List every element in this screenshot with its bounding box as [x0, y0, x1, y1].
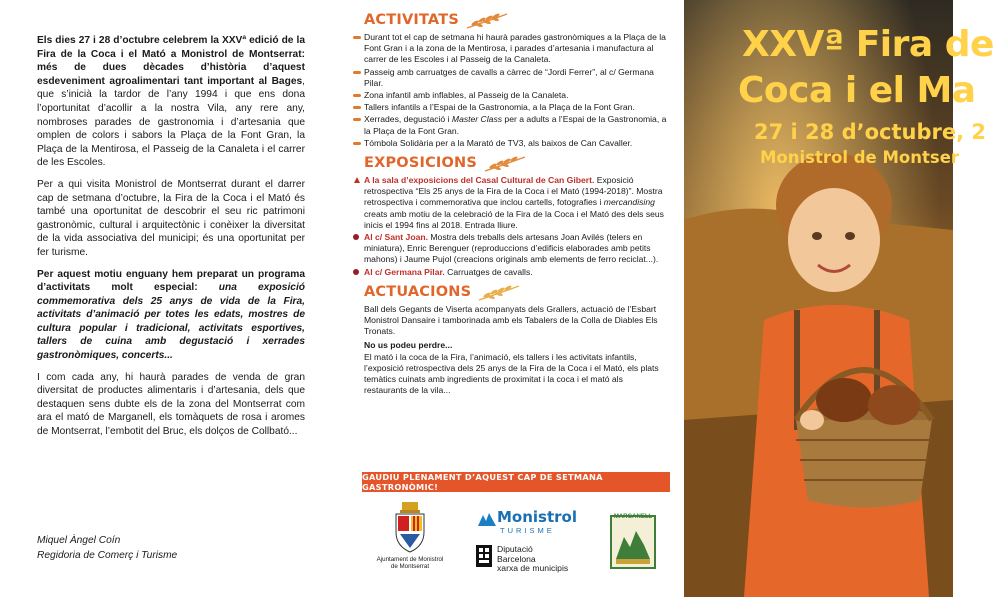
list-item: Tallers infantils a l’Espai de la Gastronomia, a la Plaça de la Font Gran.	[348, 102, 668, 113]
ajuntament-name-2: de Montserrat	[390, 563, 430, 570]
dot-bullet-icon	[353, 269, 359, 275]
wheat-sprig-icon	[477, 284, 521, 302]
cover-title-block	[684, 0, 994, 200]
list-item: Tómbola Solidària per a la Marató de TV3, als baixos de Can Cavaller.	[348, 138, 668, 149]
nopodeu-text: El mató i la coca de la Fira, l’animació, els tallers i les activitats infantils, l’exposició retrospectiva dels 25 anys de la Fira de la Coca i el Mató, els plats temàtics cuinats amb ingredients de proximitat i la coca i el mató als restaurants de la vila...	[364, 351, 659, 396]
list-item: Al c/ Sant Joan. Mostra dels treballs dels artesans Joan Avilés (telers en miniatura), Enric Berenguer (reproduccions d’edificis elaborades amb petits mahons) i Jaume Pujol (creacions originals amb elements de ferro reciclat...).	[348, 232, 668, 266]
exposicions-title: EXPOSICIONS	[364, 155, 478, 172]
marganell-logo	[610, 515, 656, 569]
exposicions-heading	[364, 153, 668, 175]
cover-place: Monistrol de Montser	[760, 148, 960, 167]
dash-bullet-icon	[353, 106, 361, 109]
signature-name: Miquel Àngel Coín	[37, 535, 121, 546]
diputacio-name-1: Diputació	[497, 544, 533, 554]
cover-dates: 27 i 28 d’octubre, 2	[754, 120, 986, 144]
wheat-sprig-icon	[483, 155, 527, 173]
intro-text	[37, 34, 305, 447]
intro-paragraph-2: Per a qui visita Monistrol de Montserrat durant el darrer cap de setmana d’octubre, la Fira de la Coca i el Mató és també una oportunitat de descobrir el seu ric patrimoni gastronòmic, cultural i arquitectònic i conèixer la diversitat de la vida associativa del municipi; és una oportunitat per fer turisme.	[37, 178, 305, 258]
coat-of-arms-icon	[390, 502, 430, 554]
cover-title-line-1: XXVª Fira de	[742, 24, 994, 65]
actuacions-title: ACTUACIONS	[364, 284, 472, 301]
diputacio-logo	[476, 545, 586, 574]
dot-bullet-icon	[353, 234, 359, 240]
ajuntament-name-1: Ajuntament de Monistrol	[376, 556, 444, 563]
monistrol-name: Monistrol	[497, 508, 577, 526]
program-lead: Per aquest motiu enguany hem preparat un programa d’activitats molt especial:	[37, 268, 305, 294]
dash-bullet-icon	[353, 142, 361, 145]
program-column	[348, 10, 668, 396]
cover-title-line-2: Coca i el Ma	[738, 70, 976, 111]
diputacio-name-3: xarxa de municipis	[497, 563, 569, 574]
nopodeu-title: No us podeu perdre...	[364, 340, 453, 351]
intro-paragraph-1	[37, 34, 305, 170]
intro-lead: Els dies 27 i 28 d’octubre celebrem la XXVª edició de la Fira de la Coca i el Mató a Monistrol de Montserrat: més de dues dècades d’història d’aquest esdeveniment agroalimentari tant important al Bages	[37, 35, 305, 87]
marganell-badge-icon	[610, 515, 656, 569]
list-item: A la sala d’exposicions del Casal Cultural de Can Gibert. Exposició retrospectiva “Els 25 anys de la Fira de la Coca i el Mató (1994-2018)”. Mostra retrospectiva i commemorativa que inclou cartells, fotografies i mercandising creats amb motiu de la celebració de la Fira de la Coca i el Mató des dels seus inicis el 1994 fins al 2018. Entrada lliure.	[348, 175, 668, 231]
actuacions-text: Ball dels Gegants de Viserta acompanyats dels Grallers, actuació de l’Esbart Monistrol Dansaire i tamborinada amb els Tabalers de la Colla de Diables Els Tronats.	[364, 303, 658, 337]
list-item: Durant tot el cap de setmana hi haurà parades gastronòmiques a la Plaça de la Font Gran i a la zona de la Mentirosa, i parades d’artesania i manufactura al carrer de les Escoles i al Passeig de la Canaleta.	[348, 32, 668, 66]
activitats-heading	[364, 10, 668, 32]
diputacio-name-2: Barcelona	[497, 553, 536, 564]
closing-banner: GAUDIU PLENAMENT D’AQUEST CAP DE SETMANA GASTRONÒMIC!	[362, 472, 670, 492]
activitats-list	[348, 32, 668, 149]
list-item: Xerrades, degustació i Master Class per a adults a l’Espai de la Gastronomia, a la Plaça de la Font Gran.	[348, 114, 668, 136]
program-highlights: una exposició commemorativa dels 25 anys de vida de la Fira, activitats d’animació per totes les edats, mostres de cultura popular i tradicional, activitats esportives, tallers de cuina amb degustació i xerrades gastronòmiques, concerts...	[37, 282, 305, 362]
intro-lead-rest: , que s’inicià la tardor de l’any 1994 i que ens dona l’oportunitat d’acollir a la nostra Vila, any rere any, nombroses parades de gastronomia i d’artesania que omplen de colors i sabors la Plaça de la Font Gran, la Plaça de la Mentirosa, el Passeig de la Canaleta i el carrer de les Escoles.	[37, 75, 305, 169]
list-item: Al c/ Germana Pilar. Carruatges de cavalls.	[348, 267, 668, 278]
turisme-label: TURISME	[500, 526, 555, 535]
list-item: Passeig amb carruatges de cavalls a càrrec de “Jordi Ferrer”, al c/ Germana Pilar.	[348, 67, 668, 89]
intro-paragraph-4: I com cada any, hi haurà parades de venda de gran diversitat de productes alimentaris i d’artesania, dels que destaquen sens dubte els de la zona del Montserrat com ara el mató de Marganell, els tomàquets de rosa i aromes de Montserrat, l’embotit del Bruc, els dolços de Collbató...	[37, 371, 305, 438]
triangle-bullet-icon	[354, 177, 360, 183]
mountain-icon	[478, 512, 496, 526]
monistrol-turisme-logo	[478, 508, 578, 535]
dash-bullet-icon	[353, 94, 361, 97]
marganell-label: MARGANELL	[613, 514, 653, 520]
dash-bullet-icon	[353, 71, 361, 74]
intro-paragraph-3	[37, 268, 305, 363]
actuacions-heading	[364, 282, 668, 304]
dash-bullet-icon	[353, 118, 361, 121]
signature-role: Regidoria de Comerç i Turisme	[37, 550, 178, 561]
dash-bullet-icon	[353, 36, 361, 39]
diputacio-emblem-icon	[476, 545, 492, 567]
signature	[37, 533, 177, 563]
activitats-title: ACTIVITATS	[364, 12, 459, 29]
ajuntament-logo	[370, 502, 450, 570]
list-item: Zona infantil amb inflables, al Passeig de la Canaleta.	[348, 90, 668, 101]
wheat-sprig-icon	[465, 12, 509, 30]
